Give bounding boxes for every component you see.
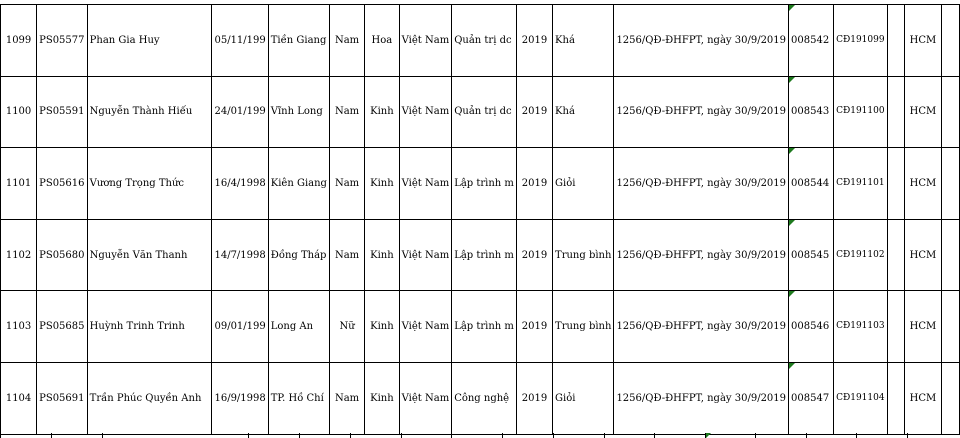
student-table <box>0 4 960 435</box>
cell-empty-last[interactable] <box>941 362 959 434</box>
cell-rank[interactable]: Trung bình <box>553 219 614 291</box>
next-row-cell <box>806 433 857 438</box>
next-row-cell <box>856 433 908 438</box>
cell-student-code[interactable]: PS05591 <box>37 76 88 148</box>
error-indicator-icon <box>789 77 795 83</box>
cell-birth-place[interactable]: TP. Hồ Chí <box>268 362 329 434</box>
cell-birth-date[interactable]: 14/7/1998 <box>212 219 268 291</box>
cell-campus[interactable]: HCM <box>905 291 942 363</box>
cell-campus[interactable]: HCM <box>905 76 942 148</box>
cell-ethnicity[interactable]: Kinh <box>365 362 399 434</box>
cell-student-code[interactable]: PS05616 <box>37 148 88 220</box>
next-row-cell <box>654 433 706 438</box>
cell-gender[interactable]: Nữ <box>329 291 364 363</box>
cell-decision[interactable]: 1256/QĐ-ĐHFPT, ngày 30/9/2019 <box>614 148 789 220</box>
cell-major[interactable]: Quản trị dc <box>452 5 517 77</box>
cell-birth-place[interactable]: Tiền Giang <box>268 5 329 77</box>
cell-full-name[interactable]: Vương Trọng Thức <box>87 148 212 220</box>
cell-empty[interactable] <box>887 148 904 220</box>
cell-major[interactable]: Lập trình m <box>452 291 517 363</box>
next-row-cell <box>0 433 52 438</box>
cell-stt[interactable]: 1102 <box>1 219 37 291</box>
cell-full-name[interactable]: Huỳnh Trinh Trinh <box>87 291 212 363</box>
cell-birth-date[interactable]: 05/11/199 <box>212 5 268 77</box>
cell-birth-place[interactable]: Đồng Tháp <box>268 219 329 291</box>
cell-stt[interactable]: 1101 <box>1 148 37 220</box>
cell-full-name[interactable]: Phan Gia Huy <box>87 5 212 77</box>
cell-rank[interactable]: Khá <box>553 76 614 148</box>
diploma-number-text: 008543 <box>791 106 830 118</box>
cell-student-code[interactable]: PS05577 <box>37 5 88 77</box>
cell-empty[interactable] <box>887 76 904 148</box>
cell-stt[interactable]: 1100 <box>1 76 37 148</box>
cell-birth-date[interactable]: 24/01/199 <box>212 76 268 148</box>
cell-full-name[interactable]: Nguyễn Thành Hiếu <box>87 76 212 148</box>
cell-ethnicity[interactable]: Kinh <box>365 148 399 220</box>
cell-decision[interactable]: 1256/QĐ-ĐHFPT, ngày 30/9/2019 <box>614 219 789 291</box>
cell-full-name[interactable]: Nguyễn Văn Thanh <box>87 219 212 291</box>
cell-ethnicity[interactable]: Hoa <box>365 5 399 77</box>
cell-empty-last[interactable] <box>941 5 959 77</box>
cell-stt[interactable]: 1104 <box>1 362 37 434</box>
cell-decision[interactable]: 1256/QĐ-ĐHFPT, ngày 30/9/2019 <box>614 362 789 434</box>
cell-birth-date[interactable]: 16/9/1998 <box>212 362 268 434</box>
error-indicator-icon <box>789 148 795 154</box>
cell-empty-last[interactable] <box>941 219 959 291</box>
cell-graduation-year[interactable]: 2019 <box>516 219 552 291</box>
cell-birth-date[interactable]: 09/01/199 <box>212 291 268 363</box>
table-row <box>1 76 960 148</box>
cell-decision[interactable]: 1256/QĐ-ĐHFPT, ngày 30/9/2019 <box>614 291 789 363</box>
table-row <box>1 291 960 363</box>
cell-full-name[interactable]: Trần Phúc Quyền Anh <box>87 362 212 434</box>
cell-major[interactable]: Quản trị dc <box>452 76 517 148</box>
table-row <box>1 5 960 77</box>
table-row <box>1 219 960 291</box>
diploma-number-text: 008544 <box>791 177 830 189</box>
cell-empty[interactable] <box>887 5 904 77</box>
cell-graduation-year[interactable]: 2019 <box>516 5 552 77</box>
cell-student-code[interactable]: PS05691 <box>37 362 88 434</box>
cell-certificate-code[interactable]: CĐ191104 <box>834 362 888 434</box>
cell-rank[interactable]: Khá <box>553 5 614 77</box>
cell-nationality[interactable]: Việt Nam <box>399 76 452 148</box>
cell-empty[interactable] <box>887 291 904 363</box>
cell-birth-place[interactable]: Kiên Giang <box>268 148 329 220</box>
cell-graduation-year[interactable]: 2019 <box>516 76 552 148</box>
cell-ethnicity[interactable]: Kinh <box>365 76 399 148</box>
cell-nationality[interactable]: Việt Nam <box>399 219 452 291</box>
cell-student-code[interactable]: PS05680 <box>37 219 88 291</box>
cell-major[interactable]: Lập trình m <box>452 219 517 291</box>
next-row-edge <box>0 433 960 438</box>
cell-gender[interactable]: Nam <box>329 5 364 77</box>
cell-ethnicity[interactable]: Kinh <box>365 219 399 291</box>
cell-certificate-code[interactable]: CĐ191100 <box>834 76 888 148</box>
cell-campus[interactable]: HCM <box>905 5 942 77</box>
next-row-cell <box>451 433 503 438</box>
next-row-cell <box>102 433 249 438</box>
cell-campus[interactable]: HCM <box>905 362 942 434</box>
cell-nationality[interactable]: Việt Nam <box>399 291 452 363</box>
next-row-cell <box>907 433 960 438</box>
cell-gender[interactable]: Nam <box>329 362 364 434</box>
cell-diploma-number[interactable] <box>789 148 834 220</box>
cell-major[interactable]: Lập trình m <box>452 148 517 220</box>
diploma-number-text: 008546 <box>791 321 830 333</box>
cell-gender[interactable]: Nam <box>329 219 364 291</box>
cell-stt[interactable]: 1103 <box>1 291 37 363</box>
cell-diploma-number[interactable] <box>789 76 834 148</box>
error-indicator-icon <box>789 363 795 369</box>
cell-diploma-number[interactable] <box>789 291 834 363</box>
cell-empty[interactable] <box>887 362 904 434</box>
cell-nationality[interactable]: Việt Nam <box>399 5 452 77</box>
cell-certificate-code[interactable]: CĐ191101 <box>834 148 888 220</box>
error-indicator-icon <box>789 5 795 11</box>
cell-nationality[interactable]: Việt Nam <box>399 148 452 220</box>
cell-rank[interactable]: Trung bình <box>553 291 614 363</box>
next-row-cell <box>248 433 300 438</box>
cell-certificate-code[interactable]: CĐ191102 <box>834 219 888 291</box>
cell-birth-date[interactable]: 16/4/1998 <box>212 148 268 220</box>
cell-rank[interactable]: Giỏi <box>553 148 614 220</box>
cell-certificate-code[interactable]: CĐ191103 <box>834 291 888 363</box>
cell-campus[interactable]: HCM <box>905 219 942 291</box>
cell-graduation-year[interactable]: 2019 <box>516 291 552 363</box>
next-row-cell <box>502 433 554 438</box>
next-row-cell <box>705 433 756 438</box>
error-indicator-icon <box>789 291 795 297</box>
cell-certificate-code[interactable]: CĐ191099 <box>834 5 888 77</box>
diploma-number-text: 008545 <box>791 249 830 261</box>
cell-stt[interactable]: 1099 <box>1 5 37 77</box>
cell-empty-last[interactable] <box>941 76 959 148</box>
cell-student-code[interactable]: PS05685 <box>37 291 88 363</box>
next-row-cell <box>755 433 807 438</box>
error-indicator-icon <box>706 433 711 438</box>
next-row-cell <box>51 433 103 438</box>
next-row-cell <box>604 433 655 438</box>
cell-graduation-year[interactable]: 2019 <box>516 148 552 220</box>
cell-birth-place[interactable]: Vĩnh Long <box>268 76 329 148</box>
next-row-cell <box>299 433 351 438</box>
cell-campus[interactable]: HCM <box>905 148 942 220</box>
next-row-cell <box>401 433 452 438</box>
cell-diploma-number[interactable] <box>789 219 834 291</box>
cell-nationality[interactable]: Việt Nam <box>399 362 452 434</box>
next-row-cell <box>350 433 402 438</box>
cell-birth-place[interactable]: Long An <box>268 291 329 363</box>
error-indicator-icon <box>789 220 795 226</box>
table-row <box>1 362 960 434</box>
cell-empty[interactable] <box>887 219 904 291</box>
diploma-number-text: 008547 <box>791 392 830 404</box>
cell-graduation-year[interactable]: 2019 <box>516 362 552 434</box>
cell-decision[interactable]: 1256/QĐ-ĐHFPT, ngày 30/9/2019 <box>614 5 789 77</box>
cell-major[interactable]: Công nghệ <box>452 362 517 434</box>
diploma-number-text: 008542 <box>791 34 830 46</box>
table-row <box>1 148 960 220</box>
cell-diploma-number[interactable] <box>789 5 834 77</box>
cell-rank[interactable]: Giỏi <box>553 362 614 434</box>
cell-empty-last[interactable] <box>941 291 959 363</box>
cell-empty-last[interactable] <box>941 148 959 220</box>
cell-ethnicity[interactable]: Kinh <box>365 291 399 363</box>
cell-decision[interactable]: 1256/QĐ-ĐHFPT, ngày 30/9/2019 <box>614 76 789 148</box>
cell-diploma-number[interactable] <box>789 362 834 434</box>
cell-gender[interactable]: Nam <box>329 76 364 148</box>
next-row-cell <box>553 433 605 438</box>
cell-gender[interactable]: Nam <box>329 148 364 220</box>
